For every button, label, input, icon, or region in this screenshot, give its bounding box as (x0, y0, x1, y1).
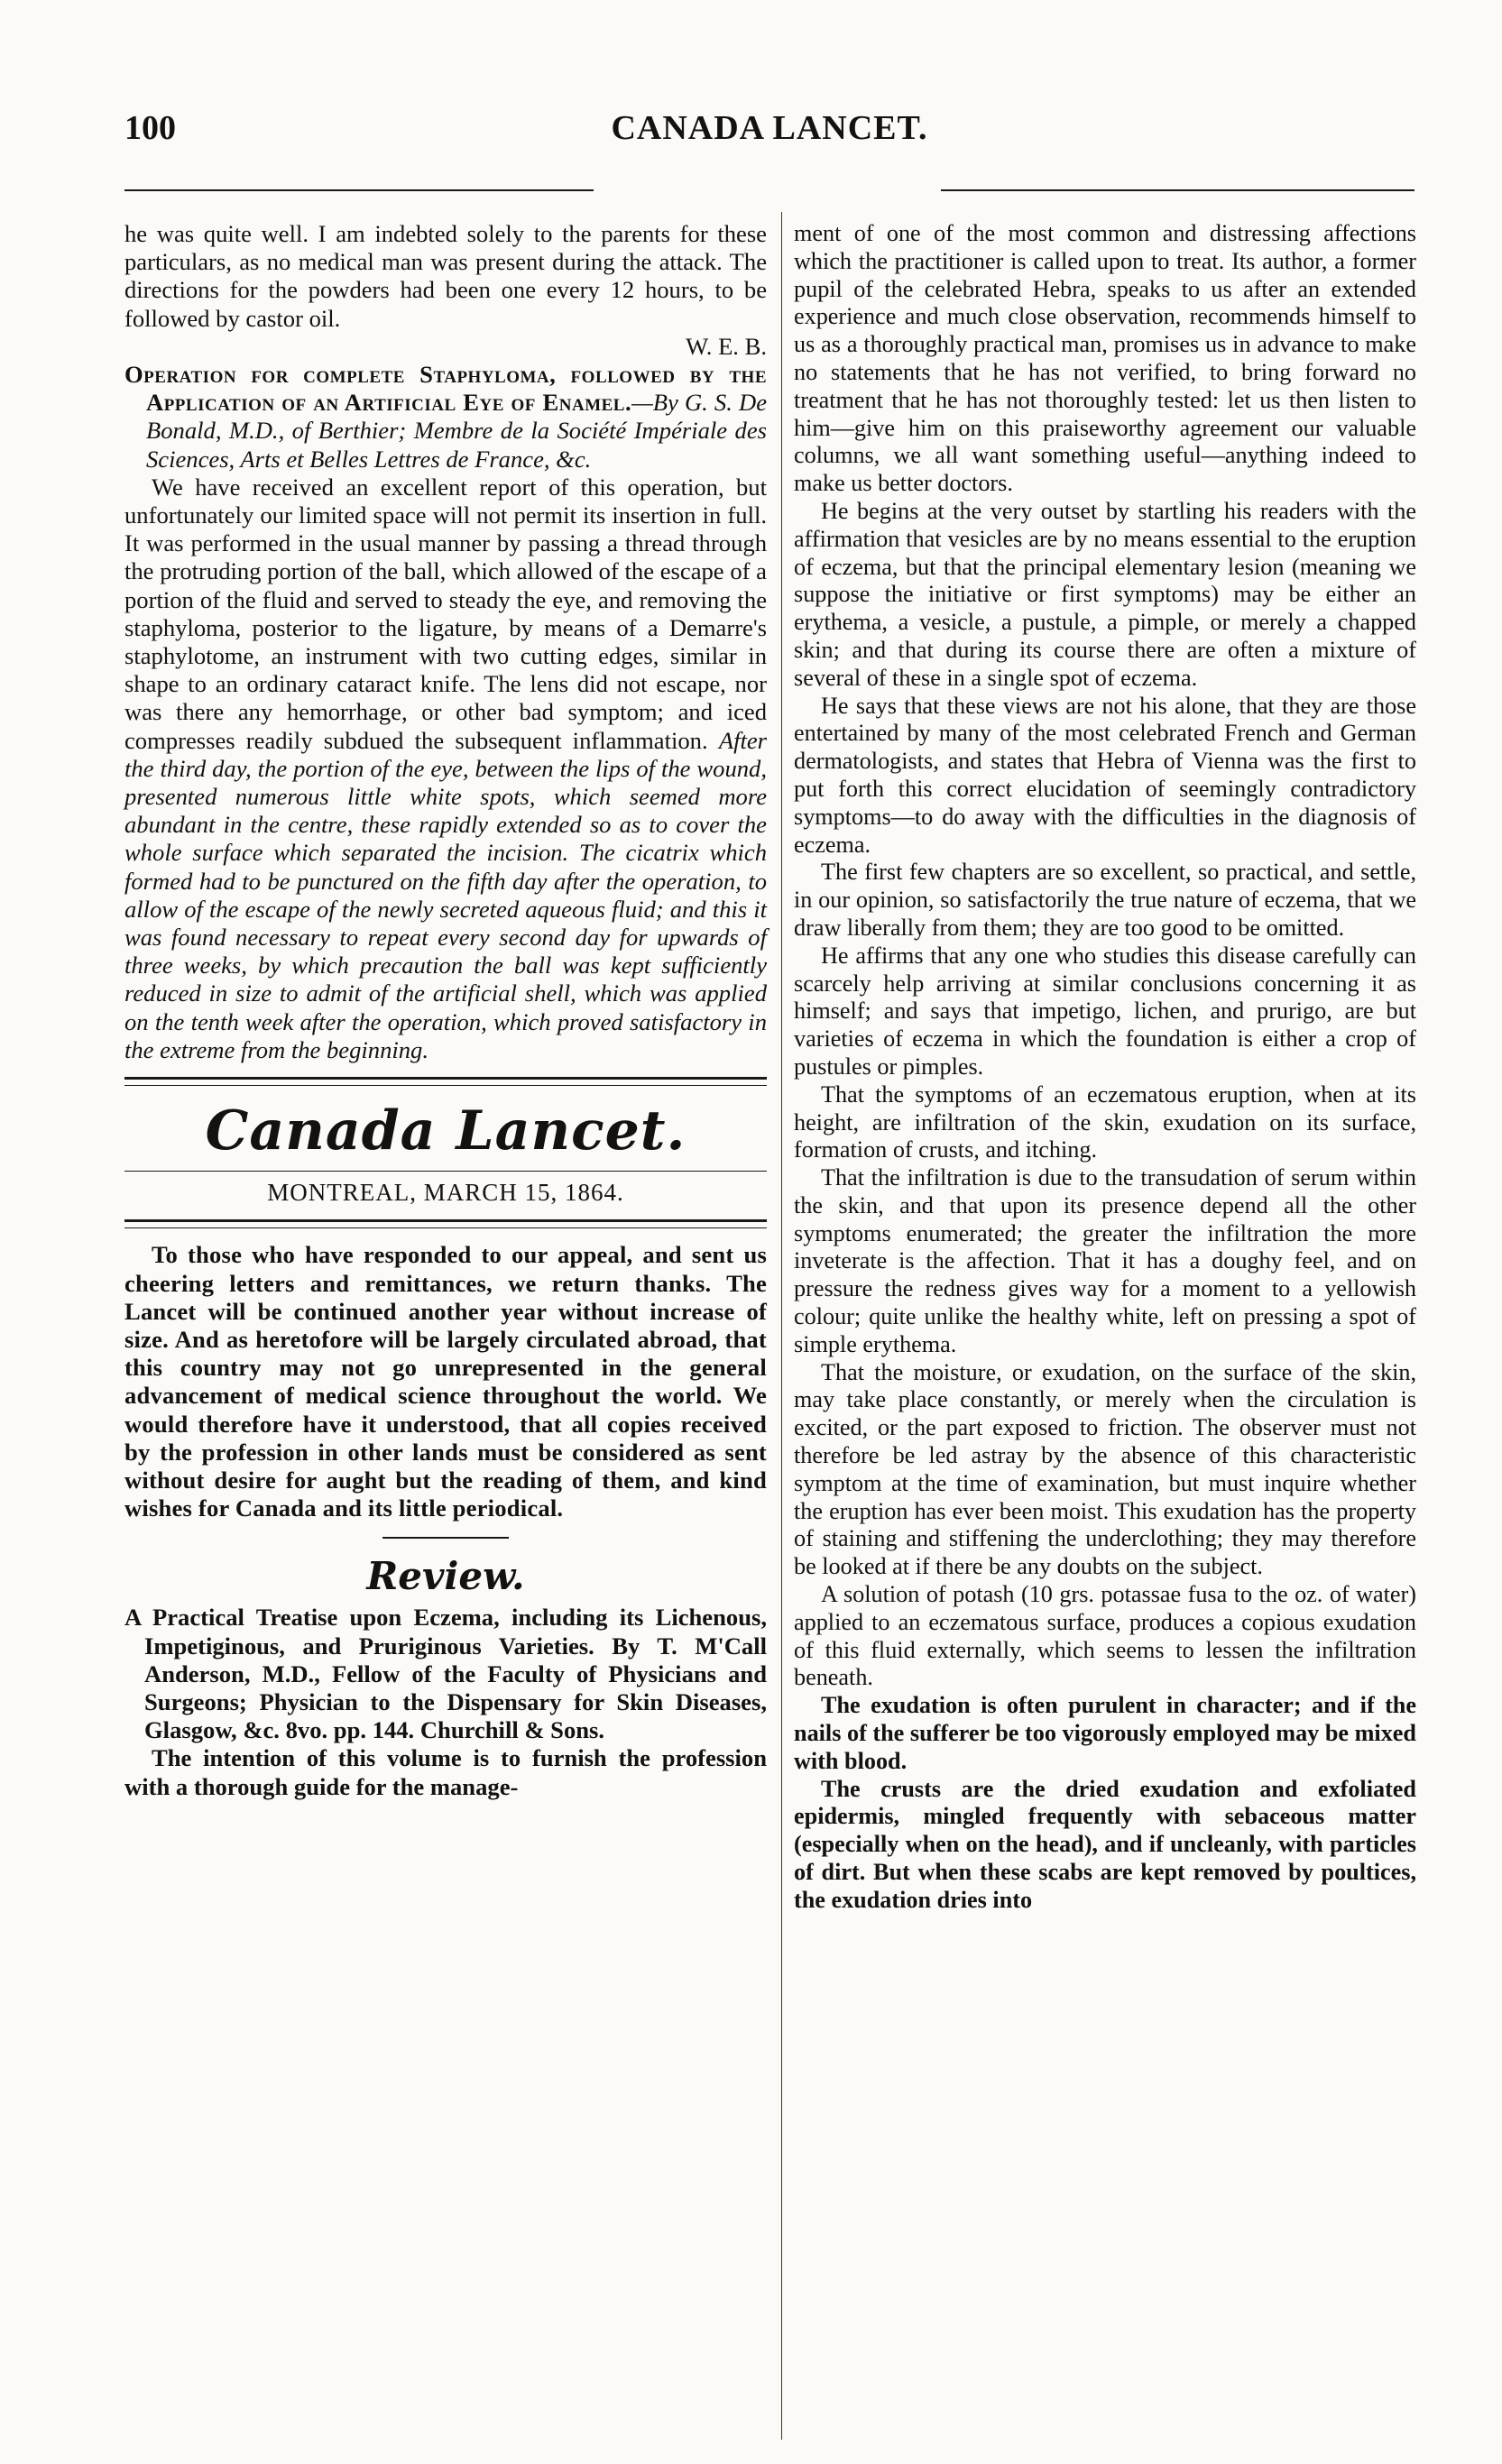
right-paragraph: That the infiltration is due to the transudation of serum within the skin, and that upon its presence depend all the other symptoms enumerated; the greater the infiltration the more inveterate is the affection. That it has a doughy feel, and on pressure the redness gives way for a moment to a yellowish colour; quite unlike the healthy white, left on pressing a spot of simple erythema. (794, 1164, 1416, 1357)
review-citation: A Practical Treatise upon Eczema, including its Lichenous, Impetiginous, and Pruriginous Varieties. By T. M'Call Anderson, M.D., Fellow of the Faculty of Physicians and Surgeons; Physician to the Dispensary for Skin Diseases, Glasgow, &c. 8vo. pp. 144. Churchill & Sons. (124, 1604, 767, 1744)
right-paragraph: He says that these views are not his alone, that they are those entertained by many of the most celebrated French and German dermatologists, and states that Hebra of Vienna was the first to put forth this correct elucidation of seemingly contradictory symptoms—to do away with the difficulties in the diagnosis of eczema. (794, 692, 1416, 858)
masthead: Canada Lancet. (205, 1099, 686, 1163)
report-text: We have received an excellent report of this operation, but unfortunately our limited space will not permit its insertion in full. It was performed in the usual manner by passing a thread through the protruding portion of the ball, which allowed of the escape of a portion of the fluid and served to steady the eye, and removing the staphyloma, posterior to the ligature, by means of a Demarre's staphylotome, an instrument with two cutting edges, similar in shape to an ordinary cataract knife. The lens did not escape, nor was there any hemorrhage, or other bad symptom; and iced compresses readily subdued the subsequent inflammation. (124, 473, 767, 754)
signature: W. E. B. (686, 332, 767, 360)
column-divider (781, 212, 782, 2440)
dateline: MONTREAL, MARCH 15, 1864. (267, 1179, 624, 1207)
right-paragraph: A solution of potash (10 grs. potassae fusa to the oz. of water) applied to an eczematous surface, produces a copious exudation of this fluid externally, which seems to lessen the infiltration beneath. (794, 1581, 1416, 1691)
left-column (124, 220, 767, 1801)
masthead-rule-bottom (124, 1171, 767, 1172)
right-paragraph: That the symptoms of an eczematous eruption, when at its height, are infiltration of the skin, exudation on its surface, formation of crusts, and itching. (794, 1080, 1416, 1163)
article-heading (124, 361, 767, 473)
section-heading: Review. (366, 1554, 525, 1599)
page-number: 100 (124, 109, 176, 147)
section-rule (382, 1537, 509, 1539)
left-paragraph: he was quite well. I am indebted solely to the parents for these particulars, as no medical man was present during the attack. The directions for the powders had been one every 12 hours, to be followed by castor oil. (124, 220, 767, 332)
report-italic-text: After the third day, the portion of the eye, between the lips of the wound, presented numerous little white spots, which seemed more abundant in the centre, these rapidly extended so as to cover the whole surface which separated the incision. The cicatrix which formed had to be punctured on the fifth day after the operation, to allow of the escape of the newly secreted aqueous fluid; and this it was found necessary to repeat every second day for upwards of three weeks, by which precaution the ball was kept sufficiently reduced in size to admit of the artificial shell, which was applied on the tenth week after the operation, which proved satisfactory in the extreme from the beginning. (124, 726, 768, 1063)
right-paragraph: The first few chapters are so excellent, so practical, and settle, in our opinion, so satisfactorily the true nature of eczema, that we draw liberally from them; they are too good to be omitted. (794, 859, 1416, 941)
right-paragraph: ment of one of the most common and distressing affections which the practitioner is called upon to treat. Its author, a former pupil of the celebrated Hebra, speaks to us after an extended experience and much close observation, recommends himself to us as a thoroughly practical man, promises us in advance to make no statements that he has not verified, to bring forward no treatment that he has not thoroughly tested: let us then listen to him—give him on this praiseworthy agreement our valuable columns, we all want something useful—anything indeed to make us better doctors. (794, 220, 1416, 497)
right-paragraph: That the moisture, or exudation, on the surface of the skin, may take place constantly, or merely when the circulation is excited, or the part exposed to friction. The observer must not therefore be led astray by the absence of this characteristic symptom at the time of examination, but must inquire whether the eruption has ever been moist. This exudation has the property of staining and stiffening the underclothing; they may therefore be looked at if there be any doubts on the subject. (794, 1358, 1416, 1580)
editorial-paragraph: To those who have responded to our appeal, and sent us cheering letters and remittances, we return thanks. The Lancet will be continued another year without increase of size. And as heretofore will be largely circulated abroad, that this country may not go unrepresented in the general advancement of medical science throughout the world. We would therefore have it understood, that all copies received by the profession in other lands must be considered as sent without desire for aught but the reading of them, and kind wishes for Canada and its little periodical. (124, 1241, 767, 1522)
right-paragraph: The exudation is often purulent in character; and if the nails of the sufferer be too vigorously employed may be mixed with blood. (794, 1692, 1416, 1774)
review-intro: The intention of this volume is to furnish the profession with a thorough guide for the manage- (124, 1744, 767, 1800)
right-column (794, 220, 1416, 1915)
article-author: —By G. S. De Bonald, M.D., of Berthier; Membre de la Société Impériale des Sciences, Arts et Belles Lettres de France, &c. (146, 389, 768, 473)
right-paragraph: He affirms that any one who studies this disease carefully can scarcely help arriving at similar conclusions concerning it as himself; and says that impetigo, lichen, and prurigo, are but varieties of eczema in which the foundation is either a crop of pustules or pimples. (794, 942, 1416, 1080)
dateline-rule (124, 1219, 767, 1228)
running-title: CANADA LANCET. (611, 109, 928, 147)
article-title: Operation for complete Staphyloma, followed by the Application of an Artificial Eye of Enamel. (124, 361, 767, 417)
left-paragraph (124, 473, 767, 1064)
page-header (124, 108, 1414, 162)
right-paragraph: He begins at the very outset by startling his readers with the affirmation that vesicles are by no means essential to the eruption of eczema, but that the principal elementary lesion (meaning we suppose the initiative or first symptoms) may be either an erythema, a vesicle, a pustule, a pimple, or merely a chapped skin; and that during its course there are often a mixture of several of these in a single spot of eczema. (794, 497, 1416, 691)
masthead-rule-top (124, 1077, 767, 1086)
right-paragraph: The crusts are the dried exudation and exfoliated epidermis, mingled frequently with sebaceous matter (especially when on the head), and if uncleanly, with particles of dirt. But when these scabs are kept removed by poultices, the exudation dries into (794, 1775, 1416, 1913)
